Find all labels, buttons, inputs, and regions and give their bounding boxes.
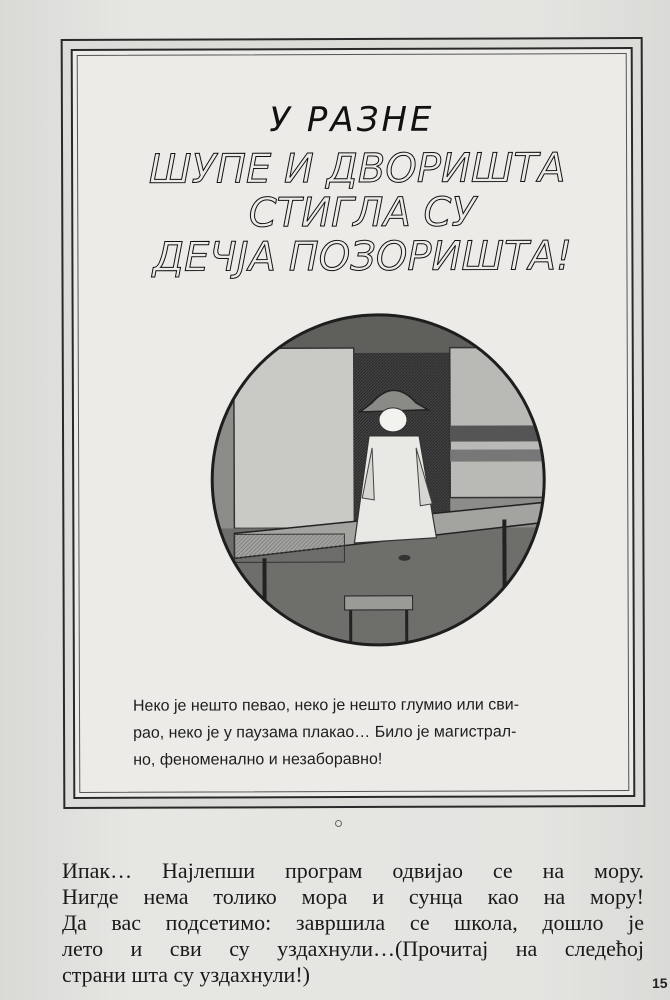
- heading-line-1: У РАЗНЕ: [269, 99, 435, 141]
- body-line-2: Нигде нема толико мора и сунца као на мору!: [62, 884, 644, 909]
- caption-text: [133, 691, 603, 774]
- caption-line-3: но, феноменално и незаборавно!: [133, 750, 383, 769]
- body-line-3: Да вас подсетимо: завршила се школа, дошло је: [62, 910, 644, 935]
- heading-line-4: ДЕЧЈА ПОЗОРИШТА!: [152, 233, 573, 281]
- decorative-frame: [61, 37, 646, 809]
- stage-illustration: [204, 307, 553, 653]
- heading-line-3: СТИГЛА СУ: [248, 189, 476, 237]
- caption-line-2: рао, неко је у паузама плакао… Било је магистрал-: [133, 723, 517, 742]
- caption-line-1: Неко је нешто певао, неко је нешто глумио или сви-: [132, 696, 520, 715]
- body-line-5: страни шта су уздахнули!): [62, 962, 310, 987]
- body-paragraph: [62, 858, 644, 988]
- body-line-4: лето и сви су уздахнули…(Прочитај на следећој: [62, 936, 644, 961]
- center-mark-icon: [335, 820, 342, 827]
- heading-line-2: ШУПЕ И ДВОРИШТА: [148, 145, 566, 193]
- frame-panel: [71, 47, 636, 799]
- page-number: 15: [652, 975, 668, 991]
- body-line-1: Ипак… Најлепши програм одвијао се на мору.: [62, 858, 644, 883]
